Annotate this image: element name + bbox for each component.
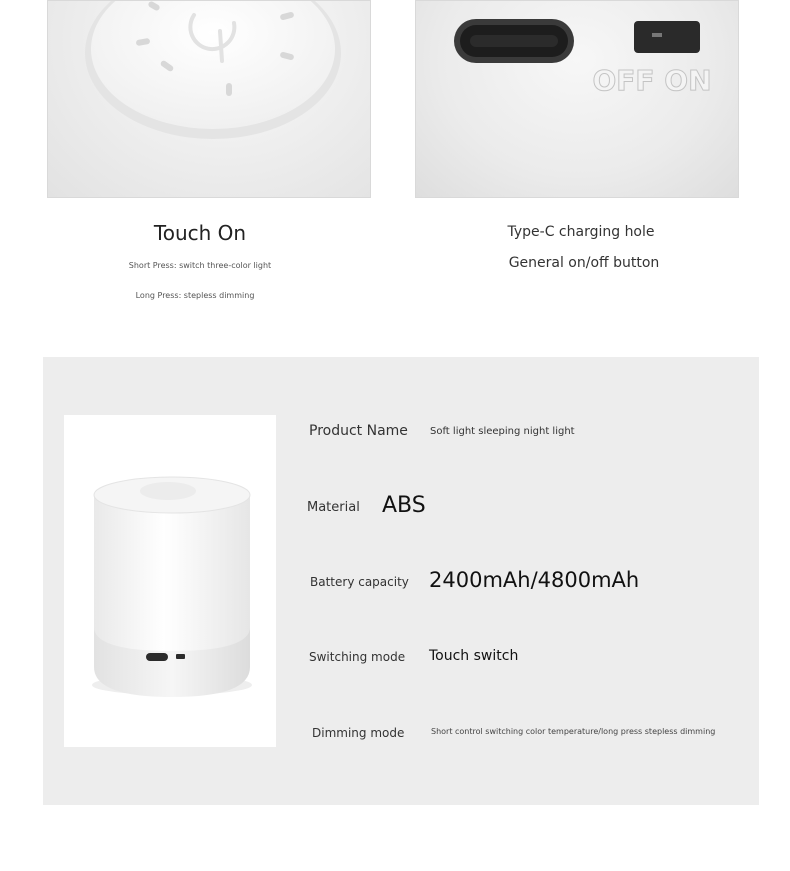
spec-value-battery: 2400mAh/4800mAh [429,568,640,592]
spec-label-dimming: Dimming mode [312,726,405,740]
spec-value-product-name: Soft light sleeping night light [430,426,575,437]
power-switch-icon [634,21,700,53]
spec-value-dimming: Short control switching color temperature/long press stepless dimming [431,727,716,736]
spec-value-switching: Touch switch [429,648,519,664]
off-on-label: OFF ON [592,64,712,97]
spec-label-product-name: Product Name [309,423,408,439]
spec-label-battery: Battery capacity [310,575,409,589]
touch-dial-photo [47,0,371,198]
touch-caption-title: Touch On [153,221,247,245]
spec-label-material: Material [307,500,360,515]
ports-caption-typec: Type-C charging hole [507,224,655,240]
night-light-illustration [64,415,276,747]
spec-value-material: ABS [382,493,426,518]
ports-illustration [416,1,739,198]
touch-caption-long-press: Long Press: stepless dimming [135,291,255,300]
spec-label-switching: Switching mode [309,650,406,664]
touch-dial-icon [48,1,371,198]
touch-caption-short-press: Short Press: switch three-color light [128,261,272,270]
ports-photo [415,0,739,198]
ports-caption-switch: General on/off button [508,255,660,271]
product-image-card [64,415,276,747]
